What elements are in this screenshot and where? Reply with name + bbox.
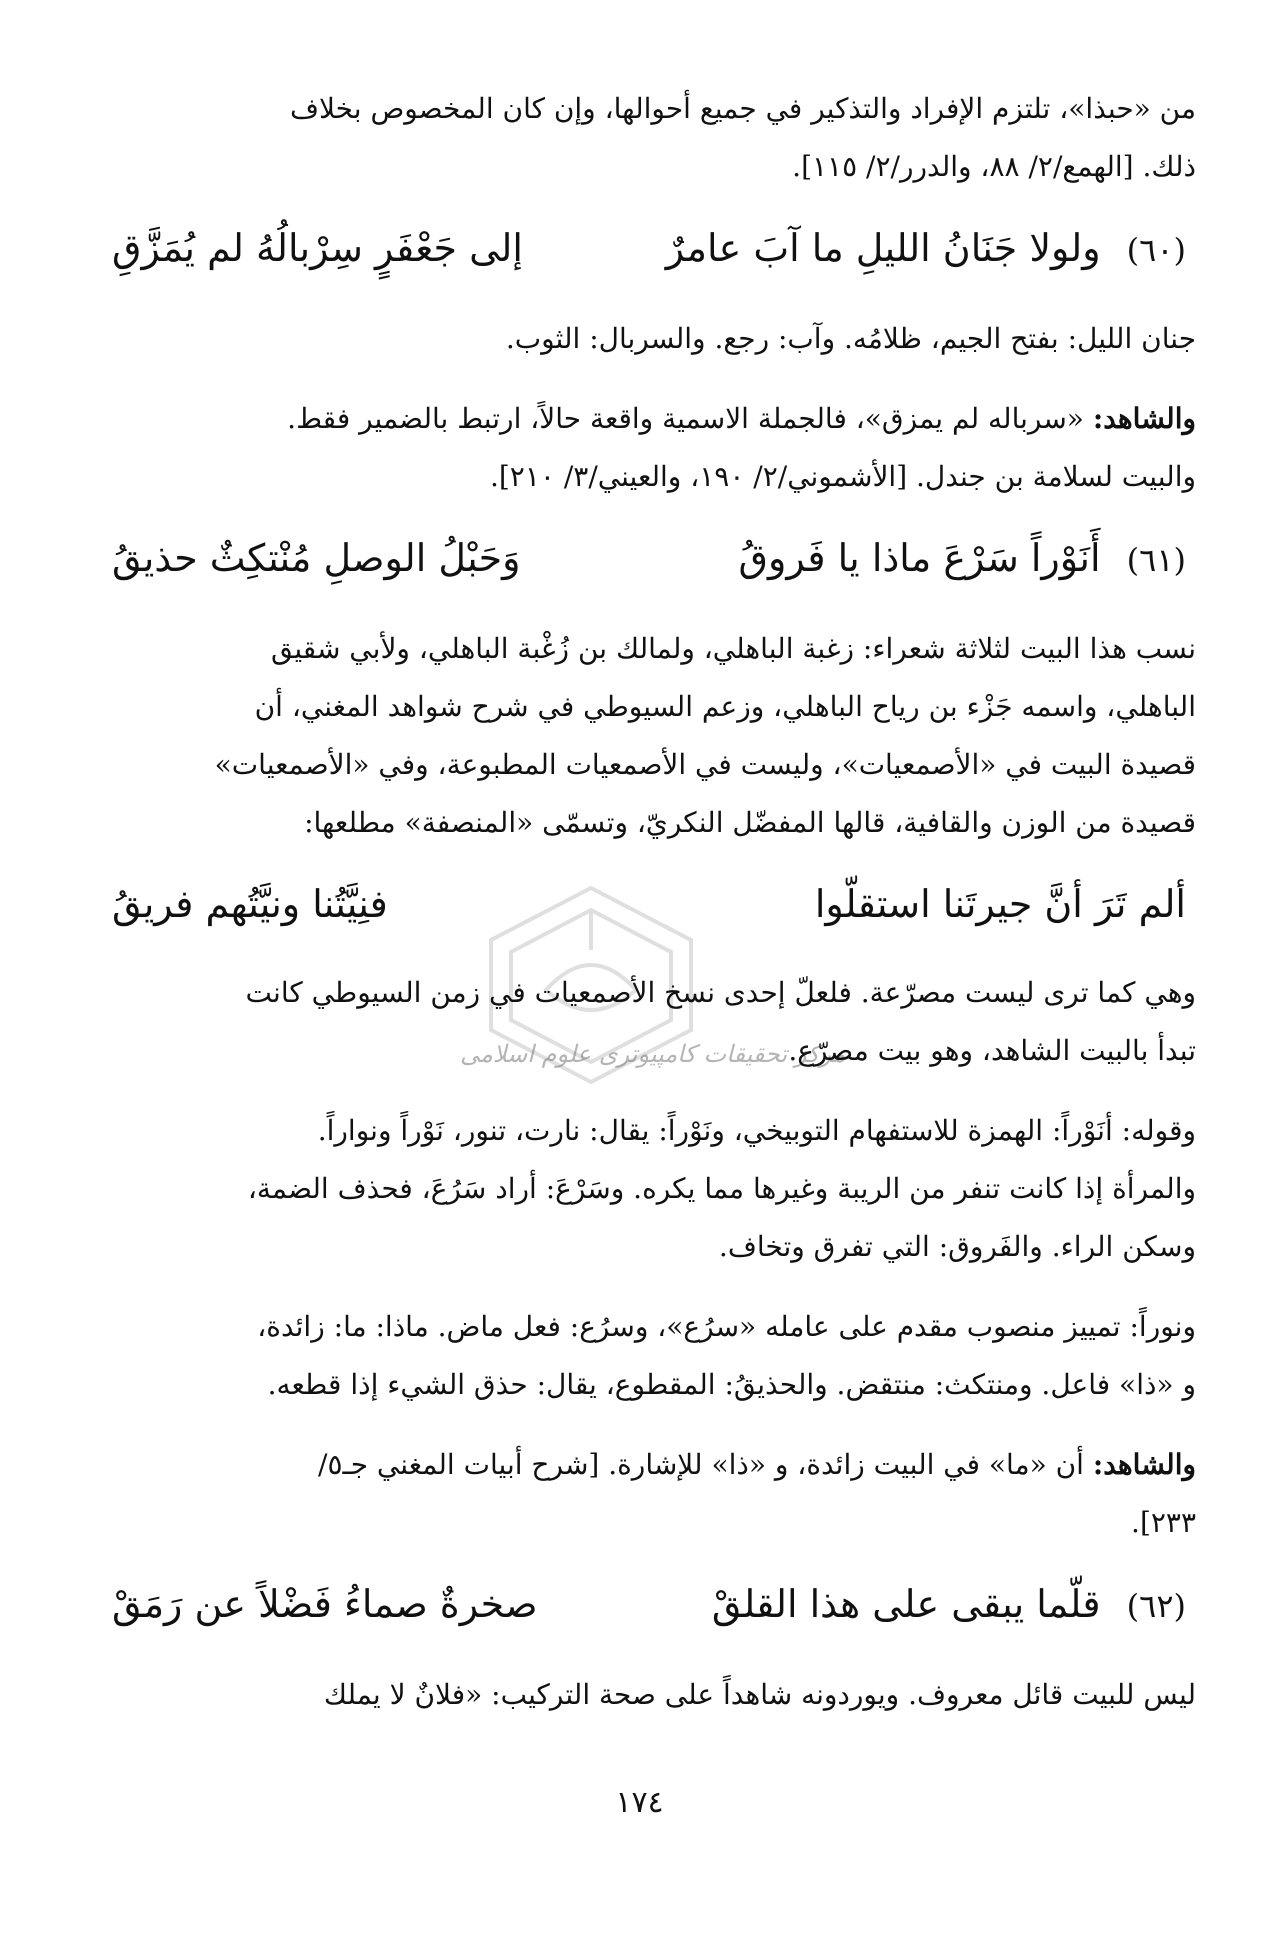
attribution-paragraph (100, 620, 1196, 852)
document-page (100, 80, 1196, 1746)
text-line: قصيدة البيت في «الأصمعيات»، وليست في الأصمعيات المطبوعة، وفي «الأصمعيات» (214, 748, 1196, 781)
verse-hemistich-first (712, 1574, 1186, 1636)
verse-hemistich-first (666, 218, 1186, 280)
verse-62 (100, 1574, 1196, 1636)
text-line: و «ذا» فاعل. ومنتكث: منتقض. والحذيقُ: المقطوع، يقال: حذق الشيء إذا قطعه. (267, 1368, 1196, 1401)
text-line: وسكن الراء. والفَروق: التي تفرق وتخاف. (718, 1230, 1196, 1263)
closing-paragraph (100, 1666, 1196, 1724)
text-line: ليس للبيت قائل معروف. ويوردونه شاهداً على صحة التركيب: «فلانٌ لا يملك (323, 1678, 1196, 1711)
verse-number: (٦١) (1126, 541, 1186, 579)
text-line: جنان الليل: بفتح الجيم، ظلامُه. وآب: رجع. والسربال: الثوب. (505, 322, 1196, 355)
verse-hemistich-second: فنِيَّتُنا ونيَّتُهم فريقُ (112, 882, 388, 926)
text-line: من «حبذا»، تلتزم الإفراد والتذكير في جميع أحوالها، وإن كان المخصوص بخلاف (289, 92, 1196, 125)
verse-60 (100, 218, 1196, 280)
verse-hemistich-first: ألم تَرَ أنَّ جيرتَنا استقلّوا (814, 882, 1186, 926)
page-number: ١٧٤ (615, 1785, 664, 1820)
word-gloss-paragraph (100, 1102, 1196, 1276)
text-line: تبدأ بالبيت الشاهد، وهو بيت مصرّع. (788, 1034, 1196, 1067)
verse-number: (٦٢) (1126, 1587, 1186, 1625)
watermark-caption: مركز تحقيقات كامپيوتری علوم اسلامی (460, 1040, 846, 1068)
text-line: ونوراً: تمييز منصوب مقدم على عامله «سرُع»، وسرُع: فعل ماض. ماذا: ما: زائدة، (257, 1310, 1196, 1343)
text-line: وقوله: أنَوْراً: الهمزة للاستفهام التوبيخي، ونَوْراً: يقال: نارت، تنور، نَوْراً ونواراً. (317, 1114, 1196, 1147)
gloss-paragraph (100, 310, 1196, 368)
intro-paragraph (100, 80, 1196, 196)
shahid-text: «سرباله لم يمزق»، فالجملة الاسمية واقعة حالاً، ارتبط بالضمير فقط. (287, 402, 1084, 435)
text-line: والمرأة إذا كانت تنفر من الريبة وغيرها مما يكره. وسَرْعَ: أراد سَرُعَ، فحذف الضمة، (247, 1172, 1196, 1205)
text-line: ذلك. [الهمع/٢/ ٨٨، والدرر/٢/ ١١٥]. (792, 150, 1196, 183)
verse-hemistich-second: إلى جَعْفَرٍ سِرْبالُهُ لم يُمَزَّقِ (112, 226, 523, 270)
shahid-label: والشاهد: (1092, 402, 1196, 435)
commentary-paragraph (100, 964, 1196, 1080)
hemistich-text: قلّما يبقى على هذا القلقْ (711, 1582, 1101, 1626)
text-line: والبيت لسلامة بن جندل. [الأشموني/٢/ ١٩٠، والعيني/٣/ ٢١٠]. (489, 460, 1196, 493)
text-line (100, 390, 1196, 448)
text-line: قصيدة من الوزن والقافية، قالها المفضّل النكريّ، وتسمّى «المنصفة» مطلعها: (304, 806, 1196, 839)
shahid-paragraph (100, 1436, 1196, 1552)
text-line: الباهلي، واسمه جَزْء بن رياح الباهلي، وزعم السيوطي في شرح شواهد المغني، أن (254, 690, 1196, 723)
verse-61 (100, 528, 1196, 590)
text-line (100, 1436, 1196, 1494)
text-line: وهي كما ترى ليست مصرّعة. فلعلّ إحدى نسخ الأصمعيات في زمن السيوطي كانت (245, 976, 1196, 1009)
shahid-text: أن «ما» في البيت زائدة، و «ذا» للإشارة. [شرح أبيات المغني جـ٥/ (318, 1448, 1084, 1481)
shahid-paragraph (100, 390, 1196, 506)
shahid-label: والشاهد: (1092, 1448, 1196, 1481)
verse-number: (٦٠) (1126, 231, 1186, 269)
verse-hemistich-second: صخرةٌ صماءُ فَضْلاً عن رَمَقْ (112, 1582, 538, 1626)
text-line: نسب هذا البيت لثلاثة شعراء: زغبة الباهلي، ولمالك بن زُغْبة الباهلي، ولأبي شقيق (270, 632, 1196, 665)
verse-hemistich-second: وَحَبْلُ الوصلِ مُنْتكِثٌ حذيقُ (112, 536, 521, 580)
hemistich-text: أَنَوْراً سَرْعَ ماذا يا فَروقُ (738, 536, 1101, 580)
grammar-paragraph (100, 1298, 1196, 1414)
text-line: ٢٣٣]. (1131, 1506, 1196, 1539)
verse-hemistich-first (739, 528, 1186, 590)
quoted-verse (100, 874, 1196, 934)
hemistich-text: ولولا جَنَانُ الليلِ ما آبَ عامرٌ (665, 226, 1101, 270)
